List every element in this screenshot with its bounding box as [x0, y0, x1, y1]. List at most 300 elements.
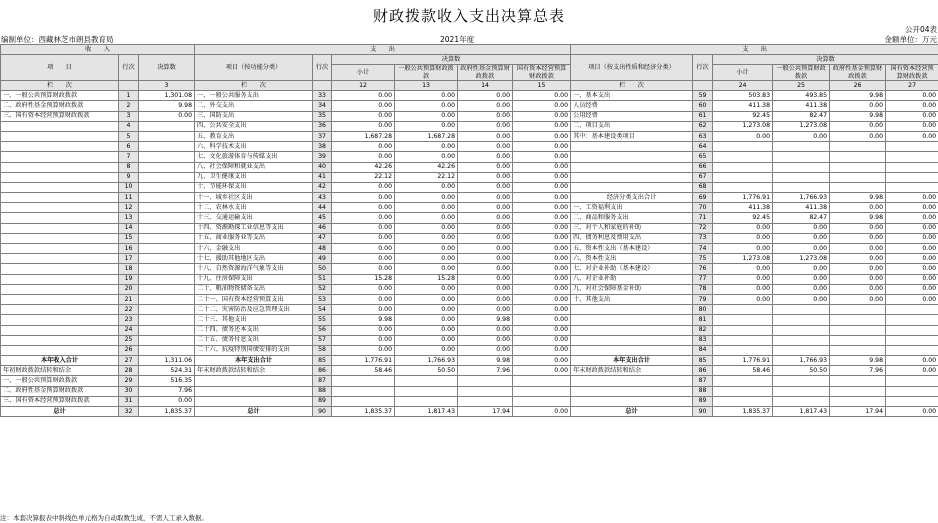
table-row	[1, 193, 938, 203]
cell-func-row-no: 48	[313, 244, 332, 254]
cell-econ-statecap: 0.00	[886, 294, 938, 304]
col-index-blank-func	[313, 81, 332, 91]
cell-econ-govfund: 0.00	[830, 284, 886, 294]
cell-econ-item	[571, 182, 693, 192]
cell-func-statecap: 0.00	[513, 223, 571, 233]
cell-econ-subtotal	[713, 182, 773, 192]
cell-econ-govfund	[830, 142, 886, 152]
cell-func-item: 九、卫生健康支出	[195, 172, 313, 182]
cell-func-subtotal: 0.00	[332, 111, 395, 121]
cell-econ-general: 411.38	[773, 101, 830, 111]
footnote: 注：本套决算报表中斜线色单元格为自动取数生成，不需人工录入数据。	[0, 514, 208, 522]
cell-func-subtotal: 0.00	[332, 233, 395, 243]
table-row	[1, 284, 938, 294]
cell-econ-subtotal: 0.00	[713, 131, 773, 141]
cell-func-item: 本年支出合计	[195, 356, 313, 366]
cell-func-item: 三、国防支出	[195, 111, 313, 121]
cell-econ-govfund	[830, 335, 886, 345]
cell-func-general: 0.00	[395, 305, 458, 315]
cell-func-row-no: 38	[313, 142, 332, 152]
compiling-unit: 编制单位：西藏林芝市朗县教育局	[1, 35, 114, 44]
cell-econ-item: 总计	[571, 407, 693, 417]
cell-income-amount: 9.98	[139, 101, 195, 111]
cell-econ-subtotal: 0.00	[713, 233, 773, 243]
cell-income-item	[1, 162, 119, 172]
col-index-12: 12	[332, 81, 395, 91]
cell-econ-statecap: 0.00	[886, 366, 938, 376]
cell-income-item	[1, 233, 119, 243]
cell-func-general: 50.50	[395, 366, 458, 376]
cell-func-govfund: 0.00	[458, 162, 513, 172]
cell-income-row-no: 9	[119, 172, 139, 182]
cell-econ-subtotal	[713, 305, 773, 315]
cell-income-row-no: 14	[119, 223, 139, 233]
cell-econ-subtotal: 1,776.91	[713, 193, 773, 203]
cell-func-general: 0.00	[395, 152, 458, 162]
cell-econ-govfund: 0.00	[830, 121, 886, 131]
cell-econ-statecap: 0.00	[886, 264, 938, 274]
cell-func-general: 22.12	[395, 172, 458, 182]
cell-econ-subtotal: 0.00	[713, 294, 773, 304]
cell-income-row-no: 2	[119, 101, 139, 111]
fiscal-year: 2021年度	[440, 35, 475, 44]
cell-income-amount	[139, 131, 195, 141]
cell-func-subtotal: 0.00	[332, 142, 395, 152]
cell-func-statecap: 0.00	[513, 274, 571, 284]
cell-econ-statecap: 0.00	[886, 407, 938, 417]
cell-func-govfund	[458, 386, 513, 396]
cell-econ-row-no: 71	[693, 213, 713, 223]
cell-func-govfund: 0.00	[458, 325, 513, 335]
col-index-25: 25	[773, 81, 830, 91]
cell-func-statecap: 0.00	[513, 325, 571, 335]
cell-func-row-no: 50	[313, 264, 332, 274]
table-row	[1, 244, 938, 254]
cell-econ-item: 四、债务利息及费用支出	[571, 233, 693, 243]
table-row	[1, 274, 938, 284]
cell-func-subtotal: 0.00	[332, 223, 395, 233]
cell-econ-row-no: 76	[693, 264, 713, 274]
cell-func-general: 0.00	[395, 345, 458, 355]
cell-econ-general	[773, 376, 830, 386]
cell-func-statecap	[513, 376, 571, 386]
cell-income-row-no: 31	[119, 396, 139, 406]
cell-econ-govfund: 0.00	[830, 244, 886, 254]
table-row	[1, 356, 938, 366]
cell-income-row-no: 21	[119, 294, 139, 304]
cell-income-row-no: 13	[119, 213, 139, 223]
cell-func-govfund: 0.00	[458, 223, 513, 233]
cell-econ-statecap: 0.00	[886, 284, 938, 294]
cell-econ-item: 一、基本支出	[571, 91, 693, 101]
cell-econ-govfund: 0.00	[830, 101, 886, 111]
cell-income-item	[1, 203, 119, 213]
cell-econ-item: 人员经费	[571, 101, 693, 111]
cell-func-item: 二十一、国有资本经营预算支出	[195, 294, 313, 304]
cell-econ-general: 0.00	[773, 233, 830, 243]
cell-func-row-no: 40	[313, 162, 332, 172]
cell-func-govfund	[458, 396, 513, 406]
cell-income-row-no: 6	[119, 142, 139, 152]
cell-econ-general: 0.00	[773, 264, 830, 274]
cell-econ-row-no: 65	[693, 152, 713, 162]
col-func-statecap: 国有资本经营预算财政拨款	[513, 65, 571, 81]
cell-func-item: 十四、资源勘探工业信息等支出	[195, 223, 313, 233]
cell-econ-statecap	[886, 142, 938, 152]
cell-func-general: 0.00	[395, 264, 458, 274]
table-row	[1, 121, 938, 131]
cell-func-subtotal	[332, 376, 395, 386]
cell-econ-item: 公用经费	[571, 111, 693, 121]
cell-func-row-no: 58	[313, 345, 332, 355]
cell-econ-statecap	[886, 325, 938, 335]
cell-econ-general: 0.00	[773, 131, 830, 141]
cell-func-general: 0.00	[395, 335, 458, 345]
col-index-blank-econ	[693, 81, 713, 91]
cell-econ-subtotal: 92.45	[713, 111, 773, 121]
cell-econ-general: 0.00	[773, 284, 830, 294]
cell-func-govfund: 0.00	[458, 305, 513, 315]
cell-func-subtotal: 22.12	[332, 172, 395, 182]
cell-func-subtotal: 1,776.91	[332, 356, 395, 366]
cell-func-item	[195, 386, 313, 396]
cell-econ-govfund: 0.00	[830, 264, 886, 274]
cell-func-govfund: 0.00	[458, 213, 513, 223]
cell-income-amount	[139, 274, 195, 284]
cell-econ-subtotal: 58.46	[713, 366, 773, 376]
cell-func-govfund: 0.00	[458, 182, 513, 192]
cell-econ-govfund: 0.00	[830, 274, 886, 284]
col-final: 决算数	[139, 55, 195, 81]
cell-func-general: 0.00	[395, 101, 458, 111]
cell-func-statecap: 0.00	[513, 254, 571, 264]
cell-income-item: 本年收入合计	[1, 356, 119, 366]
cell-func-general: 15.28	[395, 274, 458, 284]
col-func-govfund: 政府性基金预算财政拨款	[458, 65, 513, 81]
cell-income-row-no: 26	[119, 345, 139, 355]
report-title: 财政拨款收入支出决算总表	[372, 7, 565, 25]
cell-income-row-no: 17	[119, 254, 139, 264]
cell-func-subtotal	[332, 396, 395, 406]
cell-func-row-no: 42	[313, 182, 332, 192]
table-row	[1, 91, 938, 101]
cell-econ-govfund: 0.00	[830, 294, 886, 304]
cell-econ-subtotal	[713, 386, 773, 396]
cell-func-item: 十二、农林水支出	[195, 203, 313, 213]
cell-econ-item	[571, 142, 693, 152]
cell-func-general: 0.00	[395, 193, 458, 203]
cell-income-row-no: 20	[119, 284, 139, 294]
cell-econ-item: 年末财政拨款结转和结余	[571, 366, 693, 376]
col-econ-final-group: 决算数	[713, 55, 938, 65]
cell-econ-general: 1,766.93	[773, 193, 830, 203]
cell-func-subtotal: 0.00	[332, 284, 395, 294]
cell-income-amount	[139, 294, 195, 304]
cell-func-item: 二十三、其他支出	[195, 315, 313, 325]
cell-func-row-no: 33	[313, 91, 332, 101]
cell-econ-statecap	[886, 152, 938, 162]
cell-func-general: 0.00	[395, 213, 458, 223]
cell-econ-subtotal: 0.00	[713, 223, 773, 233]
cell-income-item: 三、国有资本经营预算财政拨款	[1, 111, 119, 121]
cell-func-item: 十八、自然资源海洋气象等支出	[195, 264, 313, 274]
cell-func-row-no: 52	[313, 284, 332, 294]
cell-income-amount	[139, 335, 195, 345]
cell-func-govfund: 0.00	[458, 264, 513, 274]
cell-func-govfund: 17.94	[458, 407, 513, 417]
cell-econ-row-no: 74	[693, 244, 713, 254]
cell-econ-govfund	[830, 315, 886, 325]
cell-func-statecap: 0.00	[513, 345, 571, 355]
cell-income-row-no: 15	[119, 233, 139, 243]
col-index-label-econ: 栏 次	[571, 81, 693, 91]
cell-econ-statecap	[886, 305, 938, 315]
cell-econ-govfund: 17.94	[830, 407, 886, 417]
cell-income-row-no: 10	[119, 182, 139, 192]
cell-func-item: 六、科学技术支出	[195, 142, 313, 152]
cell-econ-row-no: 75	[693, 254, 713, 264]
cell-income-item	[1, 172, 119, 182]
cell-econ-general: 1,817.43	[773, 407, 830, 417]
cell-income-amount: 1,311.06	[139, 356, 195, 366]
col-index-15: 15	[513, 81, 571, 91]
cell-func-statecap	[513, 396, 571, 406]
cell-func-row-no: 85	[313, 356, 332, 366]
table-row	[1, 407, 938, 417]
table-row	[1, 223, 938, 233]
cell-func-item: 十六、金融支出	[195, 244, 313, 254]
cell-func-subtotal: 0.00	[332, 294, 395, 304]
table-row	[1, 172, 938, 182]
cell-func-govfund: 0.00	[458, 284, 513, 294]
cell-income-row-no: 4	[119, 121, 139, 131]
cell-econ-govfund: 7.96	[830, 366, 886, 376]
cell-func-row-no: 90	[313, 407, 332, 417]
cell-econ-govfund: 9.98	[830, 213, 886, 223]
cell-econ-govfund	[830, 325, 886, 335]
cell-func-general: 0.00	[395, 142, 458, 152]
cell-func-row-no: 89	[313, 396, 332, 406]
cell-func-statecap: 0.00	[513, 366, 571, 376]
cell-func-govfund: 7.96	[458, 366, 513, 376]
cell-econ-govfund	[830, 376, 886, 386]
cell-econ-item: 二、项目支出	[571, 121, 693, 131]
col-row-no: 行次	[119, 55, 139, 81]
cell-func-row-no: 55	[313, 315, 332, 325]
col-func-final-group: 决算数	[332, 55, 571, 65]
cell-func-govfund: 0.00	[458, 345, 513, 355]
cell-func-item: 十七、援助其他地区支出	[195, 254, 313, 264]
table-row	[1, 325, 938, 335]
cell-income-item	[1, 244, 119, 254]
cell-func-general: 0.00	[395, 315, 458, 325]
cell-func-govfund: 0.00	[458, 193, 513, 203]
cell-econ-row-no: 59	[693, 91, 713, 101]
cell-func-govfund: 0.00	[458, 244, 513, 254]
cell-econ-row-no: 87	[693, 376, 713, 386]
cell-func-row-no: 51	[313, 274, 332, 284]
col-index-13: 13	[395, 81, 458, 91]
cell-income-row-no: 8	[119, 162, 139, 172]
cell-econ-item: 一、工资福利支出	[571, 203, 693, 213]
cell-func-general	[395, 396, 458, 406]
cell-econ-row-no: 68	[693, 182, 713, 192]
cell-econ-general: 50.50	[773, 366, 830, 376]
cell-econ-item: 八、对企业补助	[571, 274, 693, 284]
cell-func-govfund: 9.98	[458, 315, 513, 325]
cell-income-row-no: 3	[119, 111, 139, 121]
cell-econ-row-no: 67	[693, 172, 713, 182]
cell-func-subtotal: 0.00	[332, 152, 395, 162]
cell-income-item: 三、国有资本经营预算财政拨款	[1, 396, 119, 406]
cell-func-statecap: 0.00	[513, 335, 571, 345]
cell-income-row-no: 7	[119, 152, 139, 162]
cell-func-item: 十九、住房保障支出	[195, 274, 313, 284]
cell-econ-general: 0.00	[773, 294, 830, 304]
cell-func-statecap: 0.00	[513, 284, 571, 294]
cell-econ-general: 82.47	[773, 213, 830, 223]
cell-func-item: 二十六、抗疫特别国债安排的支出	[195, 345, 313, 355]
cell-econ-subtotal	[713, 345, 773, 355]
cell-func-subtotal: 0.00	[332, 121, 395, 131]
cell-func-subtotal: 58.46	[332, 366, 395, 376]
cell-func-row-no: 88	[313, 386, 332, 396]
cell-econ-statecap	[886, 315, 938, 325]
cell-func-subtotal: 0.00	[332, 254, 395, 264]
cell-econ-item	[571, 335, 693, 345]
cell-econ-statecap: 0.00	[886, 91, 938, 101]
cell-func-row-no: 34	[313, 101, 332, 111]
cell-econ-row-no: 85	[693, 356, 713, 366]
cell-econ-subtotal: 411.38	[713, 101, 773, 111]
cell-econ-item	[571, 376, 693, 386]
col-index-label: 栏 次	[1, 81, 119, 91]
cell-econ-statecap	[886, 386, 938, 396]
cell-func-statecap: 0.00	[513, 315, 571, 325]
cell-func-statecap: 0.00	[513, 264, 571, 274]
cell-func-subtotal: 0.00	[332, 193, 395, 203]
income-header: 收 入	[1, 45, 195, 55]
cell-econ-row-no: 61	[693, 111, 713, 121]
table-body	[1, 91, 938, 417]
cell-func-govfund: 0.00	[458, 254, 513, 264]
cell-econ-govfund: 0.00	[830, 254, 886, 264]
table-row	[1, 131, 938, 141]
col-index-27: 27	[886, 81, 938, 91]
cell-income-item	[1, 131, 119, 141]
table-row	[1, 396, 938, 406]
cell-func-govfund: 0.00	[458, 274, 513, 284]
cell-econ-row-no: 90	[693, 407, 713, 417]
cell-income-row-no: 28	[119, 366, 139, 376]
cell-func-statecap: 0.00	[513, 356, 571, 366]
cell-econ-statecap: 0.00	[886, 356, 938, 366]
cell-func-row-no: 57	[313, 335, 332, 345]
cell-func-govfund: 0.00	[458, 131, 513, 141]
expense-header-func: 支 出	[195, 45, 571, 55]
cell-income-item	[1, 213, 119, 223]
cell-func-statecap: 0.00	[513, 233, 571, 243]
cell-func-general	[395, 376, 458, 386]
cell-func-row-no: 56	[313, 325, 332, 335]
cell-econ-general: 0.00	[773, 244, 830, 254]
cell-func-row-no: 47	[313, 233, 332, 243]
cell-econ-row-no: 86	[693, 366, 713, 376]
cell-func-item: 二十四、债务还本支出	[195, 325, 313, 335]
cell-income-item: 年初财政拨款结转和结余	[1, 366, 119, 376]
cell-econ-govfund: 0.00	[830, 233, 886, 243]
cell-econ-item: 二、商品和服务支出	[571, 213, 693, 223]
cell-func-subtotal: 0.00	[332, 91, 395, 101]
cell-func-general: 0.00	[395, 91, 458, 101]
cell-func-general: 0.00	[395, 182, 458, 192]
cell-func-statecap: 0.00	[513, 152, 571, 162]
cell-econ-item	[571, 305, 693, 315]
cell-func-row-no: 37	[313, 131, 332, 141]
cell-func-govfund: 0.00	[458, 111, 513, 121]
cell-income-item	[1, 335, 119, 345]
cell-income-amount	[139, 193, 195, 203]
cell-func-statecap: 0.00	[513, 213, 571, 223]
cell-income-amount: 1,301.08	[139, 91, 195, 101]
cell-econ-govfund: 9.98	[830, 356, 886, 366]
table-row	[1, 182, 938, 192]
cell-econ-item: 六、资本性支出	[571, 254, 693, 264]
cell-func-govfund: 0.00	[458, 152, 513, 162]
col-index-24: 24	[713, 81, 773, 91]
cell-func-general: 0.00	[395, 244, 458, 254]
cell-econ-row-no: 80	[693, 305, 713, 315]
cell-econ-row-no: 77	[693, 274, 713, 284]
cell-income-item: 二、政府性基金预算财政拨款	[1, 101, 119, 111]
cell-econ-subtotal: 92.45	[713, 213, 773, 223]
col-econ-subtotal: 小计	[713, 65, 773, 81]
cell-econ-row-no: 62	[693, 121, 713, 131]
cell-econ-govfund	[830, 162, 886, 172]
cell-income-amount	[139, 223, 195, 233]
cell-econ-govfund: 0.00	[830, 203, 886, 213]
cell-econ-subtotal: 1,835.37	[713, 407, 773, 417]
cell-func-statecap: 0.00	[513, 294, 571, 304]
cell-func-row-no: 41	[313, 172, 332, 182]
cell-income-row-no: 32	[119, 407, 139, 417]
cell-func-row-no: 49	[313, 254, 332, 264]
cell-income-item	[1, 254, 119, 264]
cell-econ-subtotal: 1,776.91	[713, 356, 773, 366]
cell-income-amount	[139, 152, 195, 162]
cell-func-row-no: 46	[313, 223, 332, 233]
cell-econ-row-no: 78	[693, 284, 713, 294]
cell-func-subtotal: 42.26	[332, 162, 395, 172]
cell-econ-govfund	[830, 305, 886, 315]
cell-econ-subtotal	[713, 162, 773, 172]
cell-func-general: 42.26	[395, 162, 458, 172]
cell-func-subtotal: 0.00	[332, 305, 395, 315]
cell-func-statecap: 0.00	[513, 244, 571, 254]
col-func-item: 项目（按功能分类）	[195, 55, 313, 81]
cell-func-item: 十五、商业服务业等支出	[195, 233, 313, 243]
cell-func-item	[195, 396, 313, 406]
cell-econ-govfund: 0.00	[830, 223, 886, 233]
cell-econ-statecap: 0.00	[886, 193, 938, 203]
cell-func-subtotal: 0.00	[332, 345, 395, 355]
cell-econ-row-no: 81	[693, 315, 713, 325]
cell-econ-subtotal: 1,273.08	[713, 254, 773, 264]
cell-income-amount: 1,835.37	[139, 407, 195, 417]
col-item: 项 目	[1, 55, 119, 81]
cell-func-subtotal: 0.00	[332, 182, 395, 192]
col-econ-govfund: 政府性基金预算财政拨款	[830, 65, 886, 81]
